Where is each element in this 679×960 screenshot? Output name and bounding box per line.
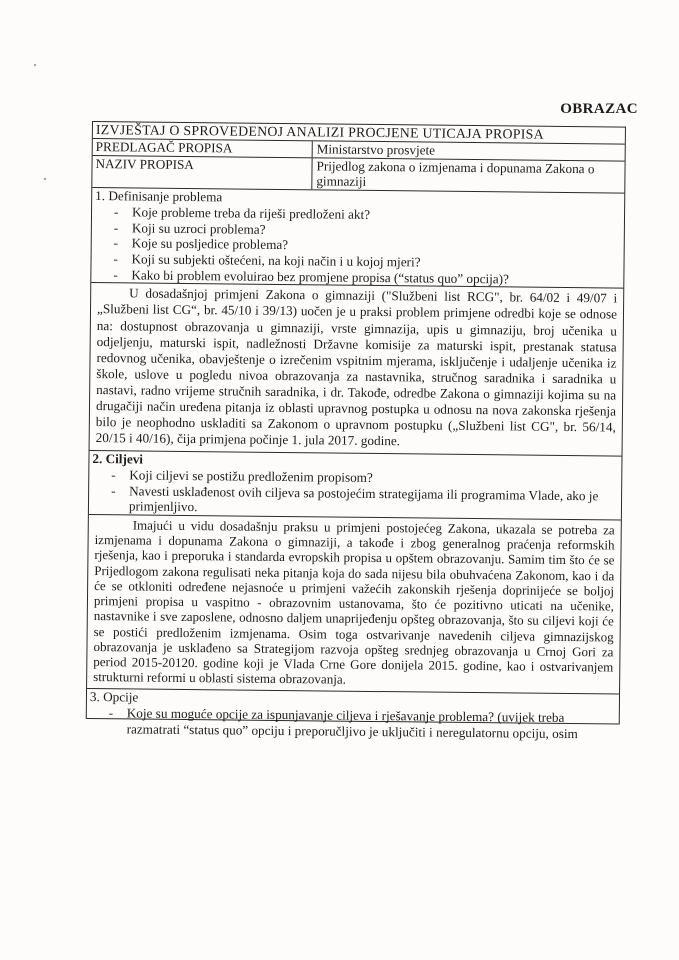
list-item: - Koje su posljedice problema? xyxy=(114,235,624,256)
report-title: IZVJEŠTAJ O SPROVEDENOJ ANALIZI PROCJENE UTICAJA PROPISA xyxy=(93,122,625,145)
regulation-label: NAZIV PROPISA xyxy=(92,156,312,190)
section3-heading: 3. Opcije xyxy=(89,689,139,705)
list-item: - Navesti usklađenost ovih ciljeva sa postojećim strategijama ili programima Vlade, ako je primjenljivo. xyxy=(111,483,621,520)
regulation-value: Prijedlog zakona o izmjenama i dopunama Zakona o gimnaziji xyxy=(316,158,595,190)
section1-questions xyxy=(91,188,624,289)
list-item: - Koje probleme treba da riješi predloženi akt? xyxy=(114,204,624,225)
section2-question-list xyxy=(89,467,621,520)
section1-heading: 1. Definisanje problema xyxy=(95,188,223,205)
section2-answer xyxy=(87,515,621,695)
list-item: - Koji su subjekti oštećeni, na koji način i u kojoj mjeri? xyxy=(113,251,623,272)
section2-body: Imajući u vidu dosadašnju praksu u primjeni postojećeg Zakona, ukazala se potreba za izmjenama i dopunama Zakona o gimnaziji, a takođe i zbog generalnog praćenja reformskih rješenja, kao i preporuka i standarda evropskih propisa u opštem obrazovanju. Samim tim što će se Prijedlogom zakona regulisati neka pitanja koja do sada nijesu bila obuhvaćena Zakonom, kao i da će se otkloniti određene nejasnoće u primjeni važećih zakonskih rješenja doprinijeće se boljoj primjeni propisa u vaspitno - obrazovnim ustanovama, što će pozitivno uticati na učenike, nastavnike i sve zaposlene, odnosno daljem unaprijeđenju opšteg obrazovanja, što su ciljevi koji će se postići predloženim izmjenama. Osim toga ostvarivanje navedenih ciljeva gimnazijskog obrazovanja je usklađeno sa Strategijom razvoja opšteg srednjeg obrazovanja u Crnoj Gori za period 2015-20120. godine koji je Vlada Crne Gore donijela 2015. godine, kao i ostvarivanjem strukturni reformi u oblasti sistema obrazovanja. xyxy=(93,517,615,687)
section1-body: U dosadašnjoj primjeni Zakona o gimnaziji ("Službeni list RCG", br. 64/02 i 49/07 i „Službeni list CG“, br. 45/10 i 39/13) uočen je u praksi problem primjene odredbi koje se odnose na: dostupnost obrazovanja u gimnaziji, vrste gimnazija, upis u gimnaziju, broj učenika u odjeljenju, maturski ispit, nadležnosti Državne komisije za maturski ispit, prestanak statusa redovnog učenika, obavještenje o izrečenim vspitnim mjerama, isključenje i udaljenje učenika iz škole, uslove u pogledu nivoa obrazovanja za nastavnika, stručnog saradnika i saradnika u nastavi, radno vrijeme stručnih saradnika, i dr. Takođe, odredbe Zakona o gimnaziji kojima su na drugačiji način uređena pitanja iz oblasti upravnog postupka u odnosu na nova zakonska rješenja bilo je neophodno uskladiti sa Zakonom o upravnom postupku („Službeni list CG", br. 56/14, 20/15 i 40/16), čija primjena počinje 1. jula 2017. godine. xyxy=(95,285,618,449)
section1-question-list xyxy=(91,204,624,288)
section1-answer xyxy=(90,283,624,456)
list-item: - Koji su uzroci problema? xyxy=(114,220,624,241)
proposer-label: PREDLAGAČ PROPISA xyxy=(93,139,313,157)
proposer-value: Ministarstvo prosvjete xyxy=(316,141,436,158)
scan-speck xyxy=(34,64,36,66)
form-label: OBRAZAC xyxy=(560,101,638,117)
list-item: - Koje su moguće opcije za ispunjavanje ciljeva i rješavanje problema? (uvijek treba razmatrati “status quo” opciju i preporučljivo je uključiti i neregulatornu opciju, osim xyxy=(109,705,619,742)
section2-heading: 2. Ciljevi xyxy=(92,451,144,467)
report-form xyxy=(86,121,626,741)
section2-questions xyxy=(89,451,622,520)
list-item: - Koji ciljevi se postižu predloženim propisom? xyxy=(111,467,621,488)
section3-question-list xyxy=(87,705,619,742)
section3-questions xyxy=(87,689,619,741)
scan-speck xyxy=(44,178,46,180)
list-item: - Kako bi problem evoluirao bez promjene propisa (“status quo” opcija)? xyxy=(113,267,623,288)
